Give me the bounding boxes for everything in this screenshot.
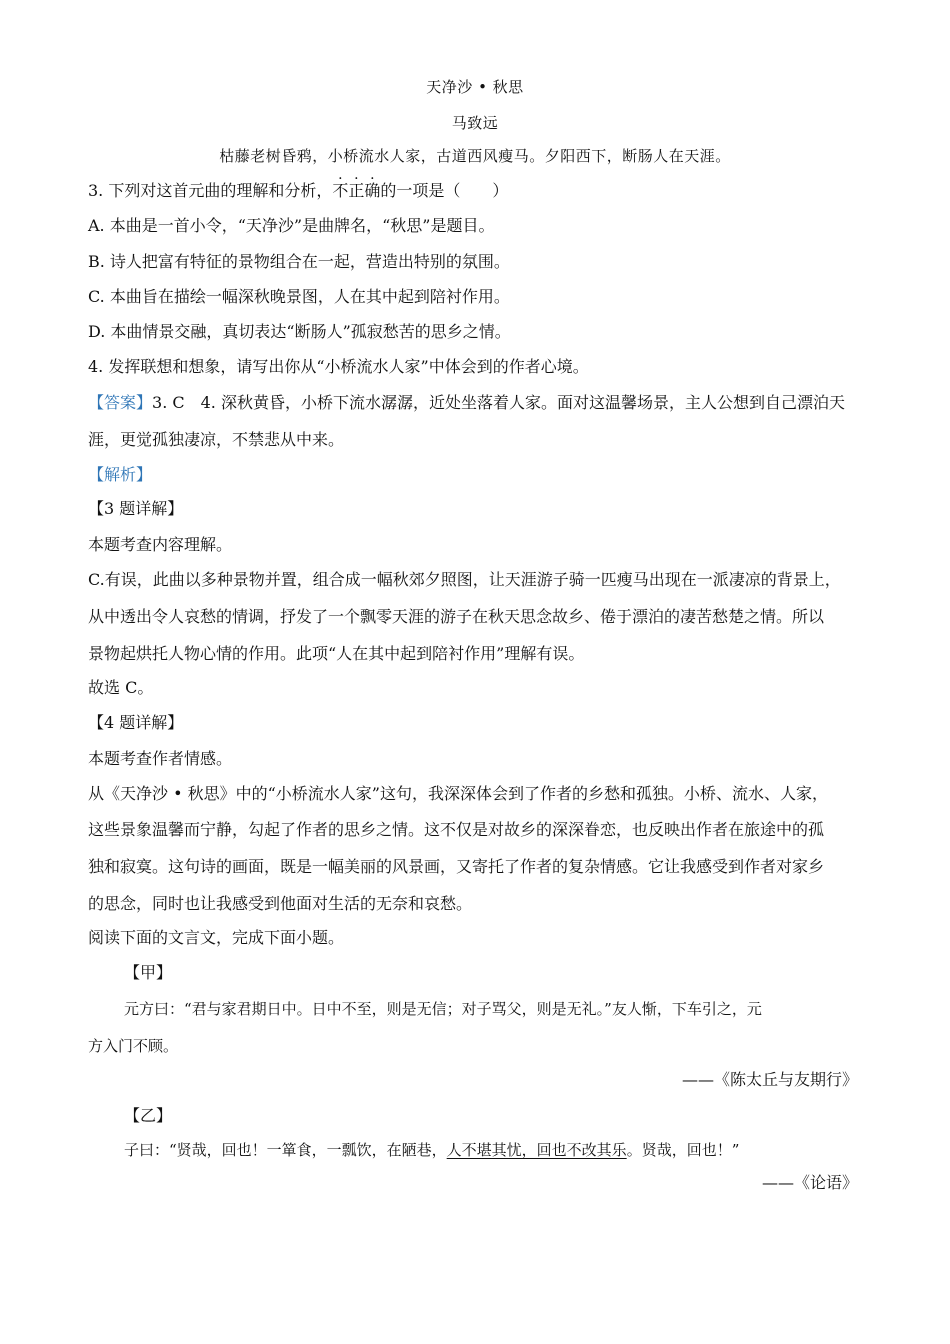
yi-source: ——《论语》 — [761, 1173, 858, 1192]
q3-detail-line: C.有误，此曲以多种景物并置，组合成一幅秋郊夕照图，让天涯游子骑一匹瘦马出现在一派凄凉的背景上， — [88, 570, 841, 589]
jia-text-line: 方入门不顾。 — [88, 1037, 179, 1055]
answer-tag: 【答案】 — [88, 393, 153, 412]
emphasis-dot: 不 — [332, 181, 349, 200]
q3-detail-heading: 【3 题详解】 — [88, 499, 184, 518]
question-3 — [88, 181, 508, 201]
q4-detail-line: 独和寂寞。这句诗的画面，既是一幅美丽的风景画，又寄托了作者的复杂情感。它让我感受到作者对家乡 — [88, 857, 825, 876]
q3-detail-line: 本题考查内容理解。 — [88, 535, 233, 554]
jia-text-line: 元方曰：“君与家君期日中。日中不至，则是无信；对子骂父，则是无礼。”友人惭，下车引之，元 — [124, 1000, 762, 1018]
q3-detail-line: 从中透出令人哀愁的情调，抒发了一个飘零天涯的游子在秋天思念故乡、倦于漂泊的凄苦愁楚之情。所以 — [88, 607, 825, 626]
option-c: C. 本曲旨在描绘一幅深秋晚景图，人在其中起到陪衬作用。 — [88, 287, 510, 306]
q4-detail-heading: 【4 题详解】 — [88, 713, 184, 732]
q3-detail-line: 故选 C。 — [88, 678, 154, 697]
answer-line-2: 涯，更觉孤独凄凉，不禁悲从中来。 — [88, 430, 345, 449]
q4-detail-line: 本题考查作者情感。 — [88, 749, 233, 768]
q3-detail-line: 景物起烘托人物心情的作用。此项“人在其中起到陪衬作用”理解有误。 — [88, 644, 585, 663]
q4-detail-line: 这些景象温馨而宁静，勾起了作者的思乡之情。这不仅是对故乡的深深眷恋，也反映出作者在旅途中的孤 — [88, 820, 825, 839]
question-4: 4. 发挥联想和想象，请写出你从“小桥流水人家”中体会到的作者心境。 — [88, 357, 589, 376]
option-b: B. 诗人把富有特征的景物组合在一起，营造出特别的氛围。 — [88, 252, 510, 271]
emphasis-dot: 确 — [364, 181, 381, 200]
yi-text: 子曰：“贤哉，回也！一箪食，一瓢饮，在陋巷， — [124, 1141, 447, 1159]
q4-detail-line: 从《天净沙 • 秋思》中的“小桥流水人家”这句，我深深体会到了作者的乡愁和孤独。小桥、流水、人家， — [88, 784, 828, 803]
q4-detail-line: 的思念，同时也让我感受到他面对生活的无奈和哀愁。 — [88, 894, 473, 913]
yi-text-line — [124, 1140, 739, 1160]
yi-underlined-text: 人不堪其忧，回也不改其乐 — [446, 1141, 627, 1159]
jia-source: ——《陈太丘与友期行》 — [681, 1070, 858, 1089]
poem-author: 马致远 — [451, 114, 499, 132]
question-3-stem: 3. 下列对这首元曲的理解和分析， — [88, 181, 333, 200]
answer-line-1 — [88, 393, 845, 413]
analysis-tag: 【解析】 — [88, 465, 153, 484]
poem-text: 枯藤老树昏鸦，小桥流水人家，古道西风瘦马。夕阳西下，断肠人在天涯。 — [219, 147, 731, 165]
answer-text: 3. C 4. 深秋黄昏，小桥下流水潺潺，近处坐落着人家。面对这温馨场景，主人公想到自己漂泊天 — [152, 393, 845, 412]
poem-title: 天净沙 • 秋思 — [426, 78, 524, 96]
question-3-end: 的一项是（ ） — [380, 181, 509, 200]
option-d: D. 本曲情景交融，真切表达“断肠人”孤寂愁苦的思乡之情。 — [88, 322, 511, 341]
option-a: A. 本曲是一首小令，“天净沙”是曲牌名，“秋思”是题目。 — [88, 216, 495, 235]
jia-tag: 【甲】 — [124, 963, 173, 982]
yi-text-end: 。贤哉，回也！” — [626, 1141, 740, 1159]
reading-intro: 阅读下面的文言文，完成下面小题。 — [88, 928, 345, 947]
yi-tag: 【乙】 — [124, 1106, 173, 1125]
emphasis-dot: 正 — [348, 181, 365, 200]
